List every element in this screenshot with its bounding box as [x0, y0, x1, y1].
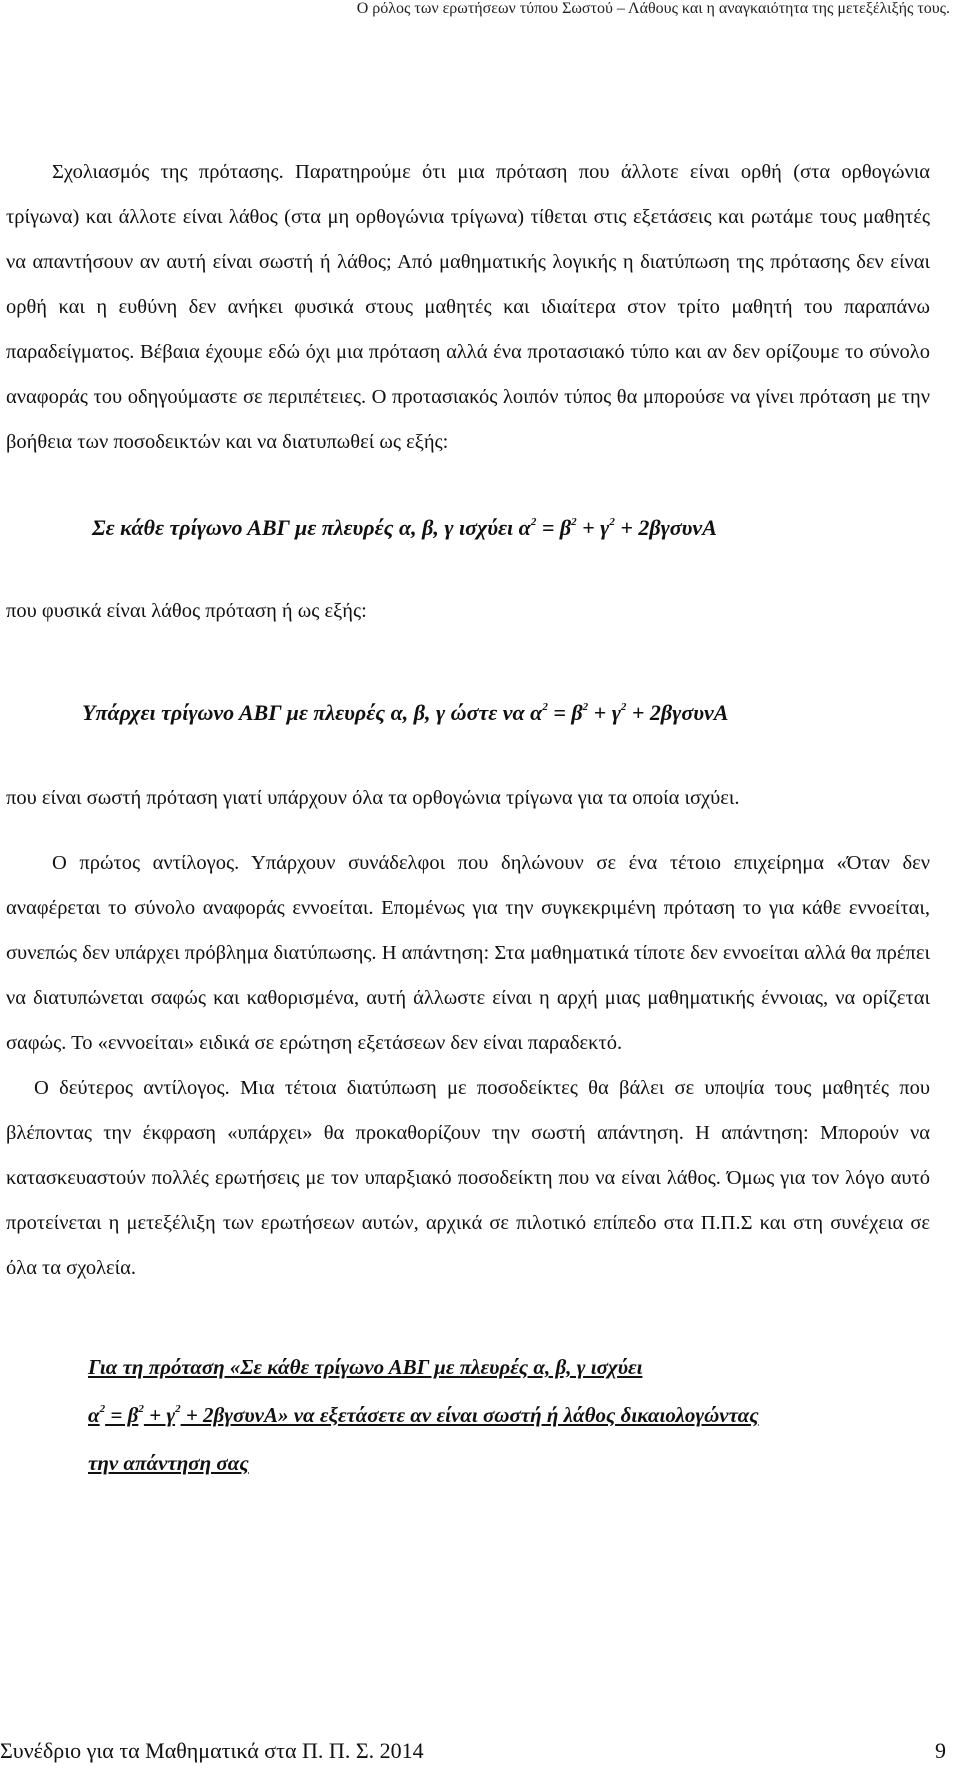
formula-existential: Υπάρχει τρίγωνο ΑΒΓ με πλευρές α, β, γ ώστε να $\alpha^2 = \beta^2 + \gamma^2 + 2\beta\gamma\sigma\upsilon\nu A$: [82, 700, 729, 725]
page-content: [6, 150, 930, 1487]
page-number: 9: [935, 1738, 946, 1763]
running-header: Ο ρόλος των ερωτήσεων τύπου Σωστού – Λάθους και η αναγκαιότητα της μετεξέλιξής τους.: [356, 0, 950, 17]
question-line-1: Για τη πρόταση «Σε κάθε τρίγωνο ΑΒΓ με πλευρές α, β, γ ισχύει: [88, 1355, 643, 1379]
paragraph-false-statement: που φυσικά είναι λάθος πρόταση ή ως εξής:: [6, 600, 367, 622]
question-line-3: την απάντηση σας: [88, 1451, 249, 1475]
paragraph-second-objection: Ο δεύτερος αντίλογος. Μια τέτοια διατύπωση με ποσοδείκτες θα βάλει σε υποψία τους μαθητές που βλέποντας την έκφραση «υπάρχει» θα προκαθορίζουν την σωστή απάντηση. Η απάντηση: Μπορούν να κατασκευαστούν πολλές ερωτήσεις με τον υπαρξιακό ποσοδείκτη που να είναι λάθος. Όμως για τον λόγο αυτό προτείνεται η μετεξέλιξη των ερωτήσεων αυτών, αρχικά σε πιλοτικό επίπεδο στα Π.Π.Σ και στη συνέχεια σε όλα τα σχολεία.: [6, 1077, 930, 1279]
paragraph-first-objection: Ο πρώτος αντίλογος. Υπάρχουν συνάδελφοι που δηλώνουν σε ένα τέτοιο επιχείρημα «Όταν δεν αναφέρεται το σύνολο αναφοράς εννοείται. Επομένως για την συγκεκριμένη πρόταση το για κάθε εννοείται, συνεπώς δεν υπάρχει πρόβλημα διατύπωσης. Η απάντηση: Στα μαθηματικά τίποτε δεν εννοείται αλλά θα πρέπει να διατυπώνεται σαφώς και καθορισμένα, αυτή άλλωστε είναι η αρχή μιας μαθηματικής έννοιας, να ορίζεται σαφώς. Το «εννοείται» ειδικά σε ερώτηση εξετάσεων δεν είναι παραδεκτό.: [6, 852, 930, 1054]
footer-conference: Συνέδριο για τα Μαθηματικά στα Π. Π. Σ. 2014: [0, 1738, 424, 1763]
question-line-2: $\alpha^2 = \beta^2 + \gamma^2 + 2\beta\gamma\sigma\upsilon\nu A$» να εξετάσετε αν είναι σωστή ή λάθος δικαιολογώντας: [88, 1403, 759, 1427]
paragraph-commentary: Σχολιασμός της πρότασης. Παρατηρούμε ότι μια πρόταση που άλλοτε είναι ορθή (στα ορθογώνια τρίγωνα) και άλλοτε είναι λάθος (στα μη ορθογώνια τρίγωνα) τίθεται στις εξετάσεις και ρωτάμε τους μαθητές να απαντήσουν αν αυτή είναι σωστή ή λάθος; Από μαθηματικής λογικής η διατύπωση της πρότασης δεν είναι ορθή και η ευθύνη δεν ανήκει φυσικά στους μαθητές και ιδιαίτερα στον τρίτο μαθητή του παραπάνω παραδείγματος. Βέβαια έχουμε εδώ όχι μια πρόταση αλλά ένα προτασιακό τύπο και αν δεν ορίζουμε το σύνολο αναφοράς του οδηγούμαστε σε περιπέτειες. Ο προτασιακός λοιπόν τύπος θα μπορούσε να γίνει πρόταση με την βοήθεια των ποσοδεικτών και να διατυπωθεί ως εξής:: [6, 161, 930, 453]
paragraph-true-statement: που είναι σωστή πρόταση γιατί υπάρχουν όλα τα ορθογώνια τρίγωνα για τα οποία ισχύει.: [6, 787, 740, 809]
exam-question: [88, 1343, 930, 1487]
formula-universal: Σε κάθε τρίγωνο ΑΒΓ με πλευρές α, β, γ ισχύει $\alpha^2 = \beta^2 + \gamma^2 + 2\beta\gamma\sigma\upsilon\nu A$: [92, 515, 717, 540]
page-footer: [0, 1738, 946, 1764]
